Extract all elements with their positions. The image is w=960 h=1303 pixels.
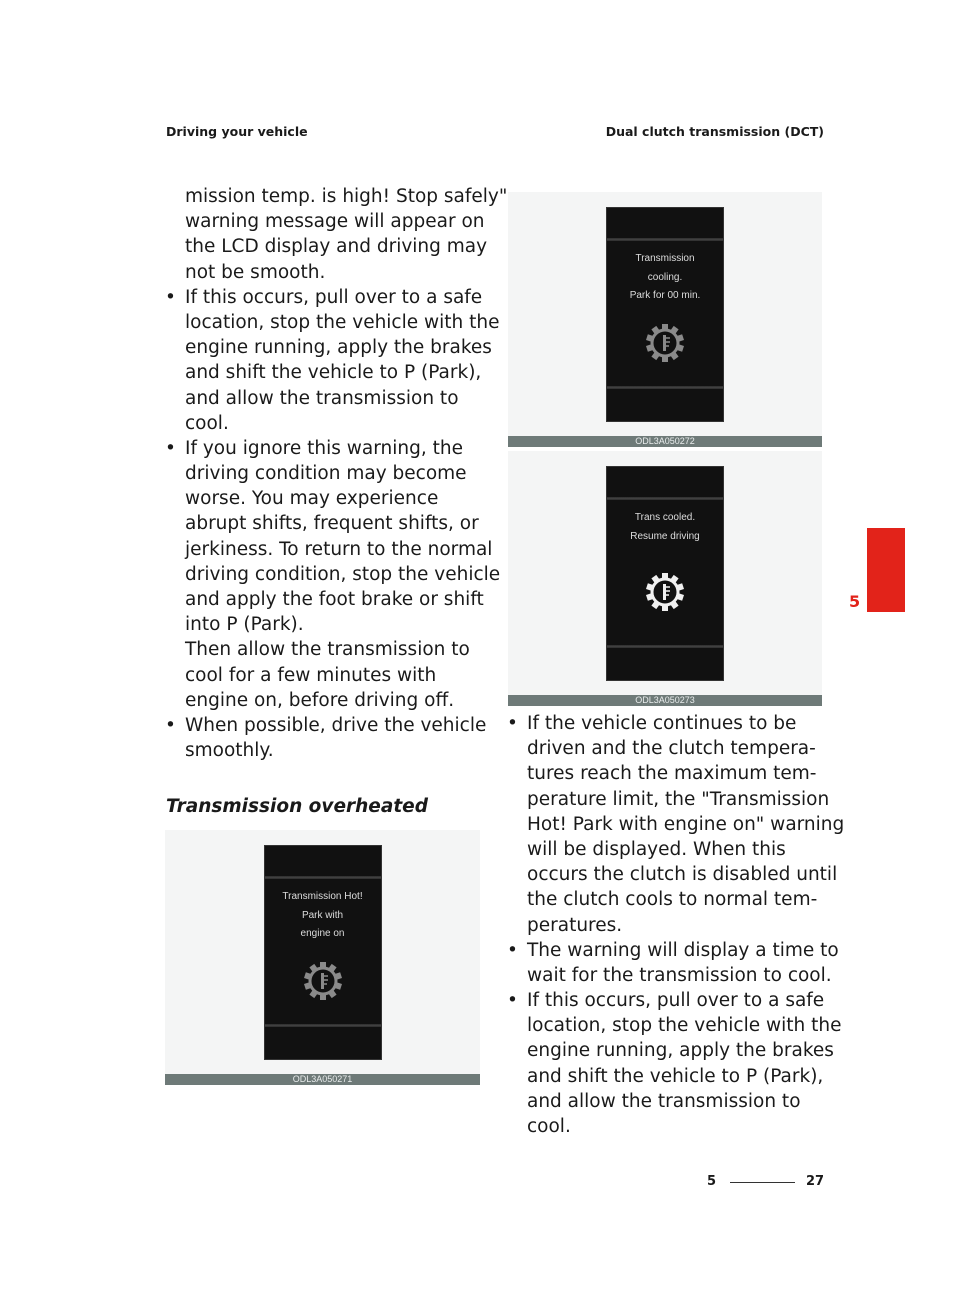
line-text: and shift the vehicle to P (Park), [527, 1065, 824, 1087]
line-text: Hot! Park with engine on" warning [527, 813, 845, 835]
lcd-message-line: Trans cooled. [634, 512, 696, 523]
text-line [185, 209, 507, 234]
text-line [165, 436, 507, 461]
line-text: driving condition, stop the vehicle [185, 563, 501, 585]
line-text: and shift the vehicle to P (Park), [185, 362, 482, 384]
text-line [527, 736, 844, 761]
bullet-icon: • [507, 713, 518, 734]
right-column-text [507, 711, 845, 1139]
text-line [185, 612, 507, 637]
text-line [527, 1089, 844, 1114]
lcd-display [606, 466, 724, 681]
text-line [185, 537, 507, 562]
bullet-icon: • [165, 714, 176, 736]
lcd-message [265, 888, 381, 944]
line-text: wait for the transmission to cool. [527, 964, 832, 986]
figure-caption: ODL3A050272 [508, 436, 822, 447]
line-text: occurs the clutch is disabled until [527, 864, 838, 886]
text-line [185, 562, 507, 587]
line-text: not be smooth. [185, 261, 326, 283]
line-text: The warning will display a time to [527, 939, 839, 961]
text-line [527, 862, 844, 887]
line-text: When possible, drive the vehicle [185, 714, 487, 736]
line-text: engine running, apply the brakes [185, 337, 492, 359]
figure-trans-cooled [508, 451, 822, 705]
line-text: If this occurs, pull over to a safe [527, 990, 825, 1012]
line-text: If you ignore this warning, the [185, 437, 463, 459]
text-line [527, 963, 844, 988]
lcd-display [264, 845, 382, 1060]
text-line [527, 913, 844, 938]
text-line [527, 1114, 844, 1139]
line-text: cool. [527, 1116, 571, 1137]
text-line [185, 386, 507, 411]
line-text: abrupt shifts, frequent shifts, or [185, 513, 479, 535]
text-line [185, 637, 507, 662]
text-line [165, 285, 507, 310]
text-line [527, 1013, 844, 1038]
line-text: driving condition may become [185, 463, 467, 485]
line-text: and apply the foot brake or shift [185, 589, 484, 610]
section-heading: Transmission overheated [166, 796, 428, 817]
gear-thermometer-icon [645, 323, 685, 367]
lcd-message-line: Resume driving [630, 530, 700, 542]
line-text: perature limit, the "Transmission [527, 788, 830, 810]
lcd-message [607, 509, 723, 546]
bullet-icon: • [507, 939, 518, 961]
bullet-icon: • [507, 990, 518, 1012]
line-text: warning message will appear on [185, 211, 485, 233]
left-column-text [165, 184, 508, 763]
line-text: location, stop the vehicle with the [185, 311, 500, 333]
figure-transmission-cooling [508, 192, 822, 446]
line-text: location, stop the vehicle with the [527, 1015, 842, 1037]
text-line [527, 1038, 844, 1063]
line-text: peratures. [527, 914, 623, 936]
text-line [185, 184, 507, 209]
bullet-icon: • [165, 286, 176, 308]
figure-caption: ODL3A050273 [508, 695, 822, 706]
text-line [185, 486, 507, 511]
text-line [185, 511, 507, 536]
text-line [185, 738, 507, 763]
line-text: cool for a few minutes with [185, 664, 437, 686]
text-line [165, 713, 507, 738]
line-text: worse. You may experience [185, 488, 439, 510]
text-line [185, 461, 507, 486]
text-line [507, 711, 844, 736]
lcd-message-line: Transmission [635, 253, 695, 264]
text-line [527, 812, 844, 837]
footer-page-number: 27 [806, 1174, 825, 1189]
line-text: into P (Park). [185, 614, 304, 636]
text-line [527, 887, 844, 912]
lcd-message-line: Transmission Hot! [282, 891, 363, 902]
text-line [185, 688, 507, 713]
lcd-message-line: cooling. [647, 271, 683, 283]
text-line [185, 411, 507, 436]
gear-thermometer-icon [645, 572, 685, 616]
footer-divider [730, 1182, 795, 1183]
gear-thermometer-icon [303, 961, 343, 1005]
bullet-icon: • [165, 437, 176, 459]
text-line [527, 837, 844, 862]
figure-caption: ODL3A050271 [165, 1074, 480, 1085]
text-line [185, 260, 507, 285]
text-line [527, 787, 844, 812]
line-text: and allow the transmission to [185, 387, 459, 409]
line-text: and allow the transmission to [527, 1090, 801, 1112]
line-text: If this occurs, pull over to a safe [185, 286, 483, 308]
running-header-right: Dual clutch transmission (DCT) [605, 124, 824, 139]
text-line [185, 335, 507, 360]
line-text: driven and the clutch tempera- [527, 738, 816, 760]
line-text: mission temp. is high! Stop safely" [185, 186, 508, 207]
line-text: cool. [185, 412, 229, 434]
line-text: Then allow the transmission to [185, 639, 470, 661]
lcd-message-line: engine on [300, 928, 345, 939]
text-line [185, 587, 507, 612]
text-line [527, 1064, 844, 1089]
lcd-message-line: Park for 00 min. [629, 290, 701, 301]
text-line [507, 988, 844, 1013]
lcd-message [607, 250, 723, 306]
figure-transmission-hot [165, 830, 480, 1084]
line-text: If the vehicle continues to be [527, 713, 797, 734]
line-text: engine running, apply the brakes [527, 1040, 834, 1062]
footer-chapter: 5 [707, 1174, 717, 1189]
text-line [527, 761, 844, 786]
line-text: engine on, before driving off. [185, 689, 455, 711]
line-text: will be displayed. When this [527, 838, 786, 860]
lcd-display [606, 207, 724, 422]
text-line [185, 234, 507, 259]
running-header-left: Driving your vehicle [166, 124, 308, 139]
line-text: tures reach the maximum tem- [527, 763, 817, 785]
chapter-tab [867, 528, 905, 612]
chapter-tab-number: 5 [849, 592, 861, 611]
text-line [185, 310, 507, 335]
line-text: jerkiness. To return to the normal [185, 538, 493, 560]
text-line [185, 663, 507, 688]
text-line [185, 360, 507, 385]
line-text: the clutch cools to normal tem- [527, 889, 818, 911]
line-text: the LCD display and driving may [185, 236, 488, 258]
text-line [507, 938, 844, 963]
lcd-message-line: Park with [301, 909, 344, 921]
line-text: smoothly. [185, 740, 274, 762]
